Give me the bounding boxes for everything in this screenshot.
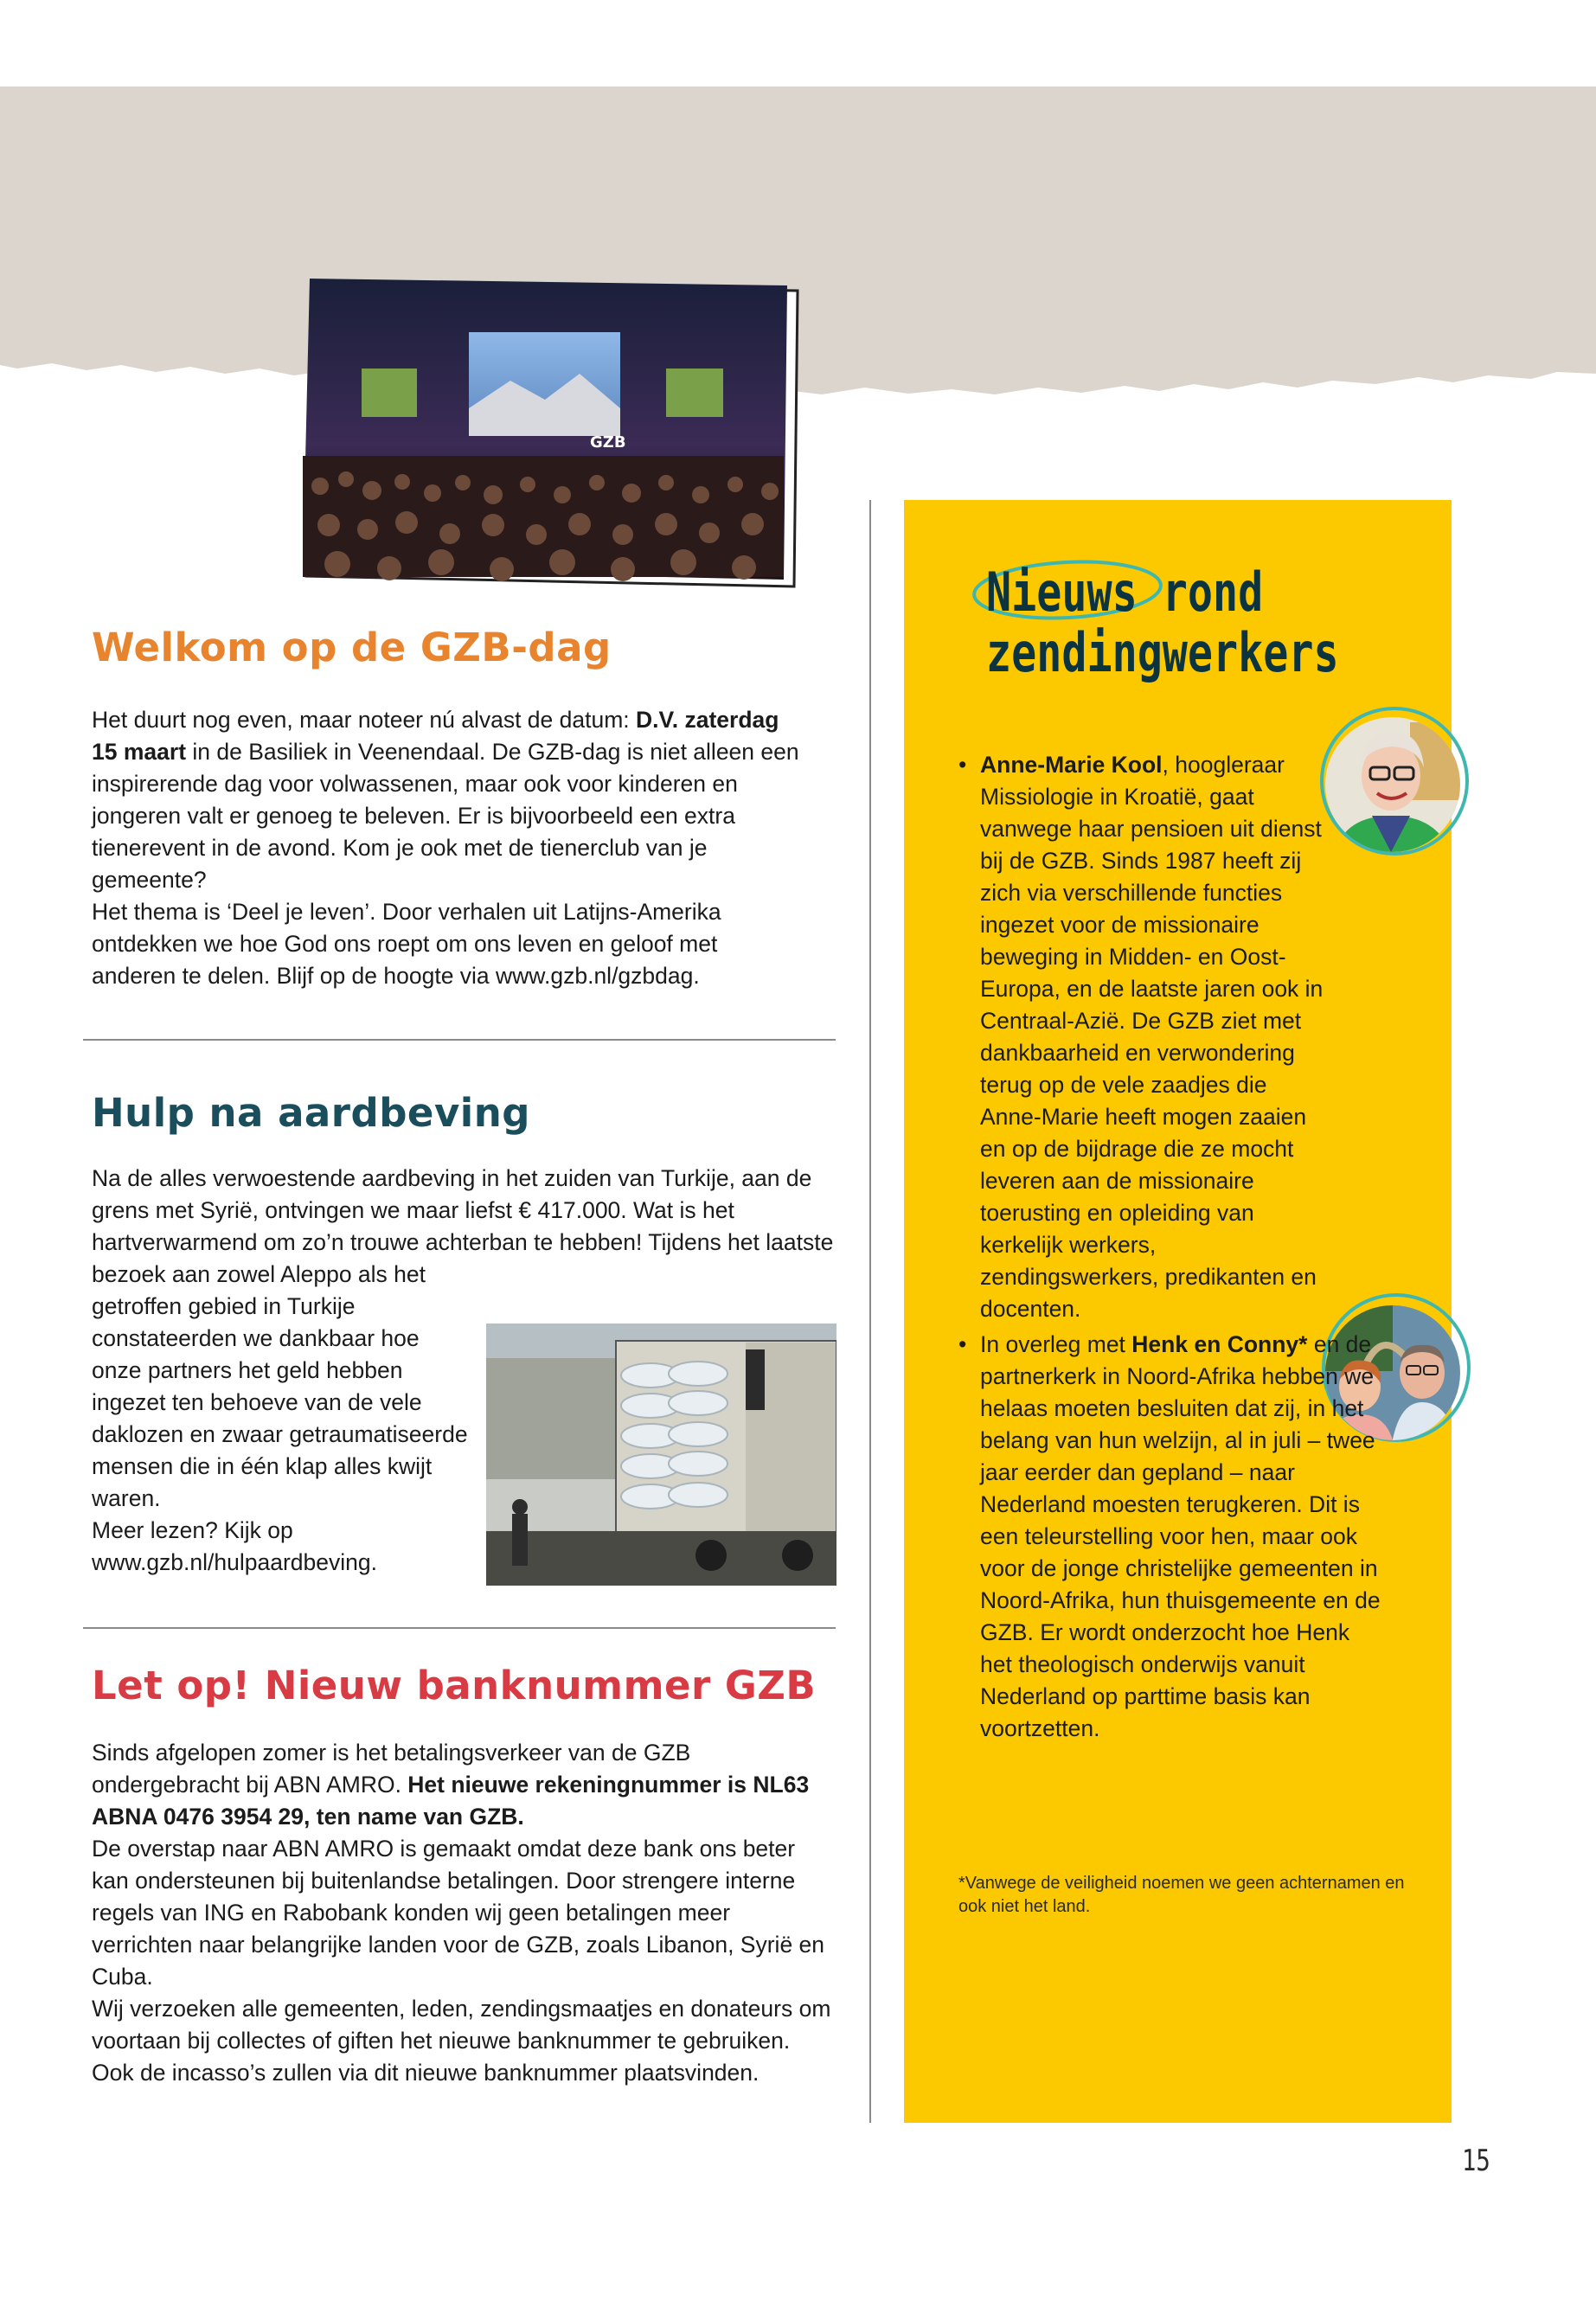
bank-text-a: Sinds afgelopen zomer is het betalingsverkeer van de GZB ondergebracht bij ABN AMRO. — [92, 1740, 691, 1798]
hulp-body-side — [92, 1291, 472, 1579]
stage-logo: GZB — [590, 433, 626, 452]
hulp-paragraph-1: Na de alles verwoestende aardbeving in het zuiden van Turkije, aan de grens met Syrië, ontvingen we maar liefst € 417.000. Wat is het hartverwarmend om zo’n trouwe achterban te hebben! Tijdens het laatste bezoek aan zowel Aleppo als het — [92, 1165, 834, 1287]
news-item-1 — [980, 749, 1326, 1325]
welkom-body — [92, 704, 801, 992]
bank-body — [92, 1737, 836, 2089]
bank-paragraph-2: De overstap naar ABN AMRO is gemaakt omdat deze bank ons beter kan ondersteunen bij buitenlandse betalingen. Door strengere interne regels van ING en Rabobank konden wij geen betalingen meer verrichten naar belangrijke landen voor de GZB, zoals Libanon, Syrië en Cuba. — [92, 1836, 825, 1990]
news-item-1-text — [980, 749, 1326, 1325]
welkom-title: Welkom op de GZB-dag — [92, 625, 612, 670]
news-bullet-2: • — [958, 1331, 967, 1357]
portrait-anne-marie — [1315, 705, 1471, 861]
portrait-anne-marie-illustration — [1315, 705, 1471, 861]
column-divider — [869, 500, 871, 2123]
news-title-line-1: Nieuws rond — [986, 561, 1264, 624]
section-divider — [83, 1627, 836, 1629]
news-item-2-pre: In overleg met — [980, 1331, 1132, 1357]
hulp-paragraph-2: getroffen gebied in Turkije constateerden we dankbaar hoe onze partners het geld hebben ingezet ten behoeve van de vele daklozen en zwaar getraumatiseerde mensen die in één klap alles kwijt waren. — [92, 1293, 468, 1511]
welkom-paragraph-1 — [92, 704, 801, 896]
truck-photo-illustration — [486, 1324, 836, 1586]
news-title — [986, 562, 1439, 683]
event-photo-illustration — [303, 279, 800, 590]
news-title-line-2: zendingwerkers — [986, 621, 1339, 684]
truck-photo — [486, 1324, 836, 1586]
hulp-title: Hulp na aardbeving — [92, 1090, 530, 1136]
news-item-1-body: , hoogleraar Missiologie in Kroatië, gaat vanwege haar pensioen uit dienst bij de GZB. Sinds 1987 heeft zij zich via verschillende functies ingezet voor de missionaire beweging in Midden- en Oost-Europa, en de laatste jaren ook in Centraal-Azië. De GZB ziet met dankbaarheid en verwondering terug op de vele zaadjes die Anne-Marie heeft mogen zaaien en op de bijdrage die ze mocht leveren aan de missionaire toerusting en opleiding van kerkelijk werkers, zendingswerkers, predikanten en docenten. — [980, 752, 1324, 1322]
hulp-body-top — [92, 1163, 844, 1291]
welkom-text-b: in de Basiliek in Veenendaal. De GZB-dag is niet alleen een inspirerende dag voor volwassenen, maar ook voor kinderen en jongeren valt er genoeg te beleven. Er is bijvoorbeeld een extra tienerevent in de avond. Kom je ook met de tienerclub van je gemeente? — [92, 739, 799, 893]
section-divider — [83, 1039, 836, 1041]
news-item-2-text — [980, 1329, 1387, 1745]
news-footnote — [958, 1872, 1408, 1919]
page-number: 15 — [1462, 2144, 1490, 2178]
welkom-date: D.V. zaterdag 15 maart — [92, 707, 779, 765]
event-photo — [303, 279, 800, 590]
news-item-2-name: Henk en Conny* — [1131, 1331, 1308, 1357]
news-footnote-text: *Vanwege de veiligheid noemen we geen achternamen en ook niet het land. — [958, 1874, 1405, 1916]
news-item-1-name: Anne-Marie Kool — [980, 752, 1163, 778]
news-item-2 — [980, 1329, 1387, 1745]
welkom-paragraph-2: Het thema is ‘Deel je leven’. Door verhalen uit Latijns-Amerika ontdekken we hoe God ons roept om ons leven en geloof met anderen te delen. Blijf op de hoogte via www.gzb.nl/gzbdag. — [92, 899, 721, 989]
bank-account-number: Het nieuwe rekeningnummer is NL63 ABNA 0476 3954 29, ten name van GZB. — [92, 1772, 810, 1830]
welkom-text-a: Het duurt nog even, maar noteer nú alvast de datum: — [92, 707, 637, 733]
bank-paragraph-1 — [92, 1737, 836, 1833]
news-bullet-1: • — [958, 752, 967, 778]
news-item-2-body: en de partnerkerk in Noord-Afrika hebben we helaas moeten besluiten dat zij, in het belang van hun welzijn, al in juli – twee jaar eerder dan gepland – naar Nederland moesten terugkeren. Dit is een teleurstelling voor hen, maar ook voor de jonge christelijke gemeenten in Noord-Afrika, hun thuisgemeente en de GZB. Er wordt onderzocht hoe Henk het theologisch onderwijs vanuit Nederland op parttime basis kan voortzetten. — [980, 1331, 1381, 1741]
hulp-paragraph-3: Meer lezen? Kijk op www.gzb.nl/hulpaardbeving. — [92, 1517, 377, 1575]
bank-title: Let op! Nieuw banknummer GZB — [92, 1663, 817, 1708]
bank-paragraph-3: Wij verzoeken alle gemeenten, leden, zendingsmaatjes en donateurs om voortaan bij collectes of giften het nieuwe banknummer te gebruiken. Ook de incasso’s zullen via dit nieuwe banknummer plaatsvinden. — [92, 1996, 831, 2086]
